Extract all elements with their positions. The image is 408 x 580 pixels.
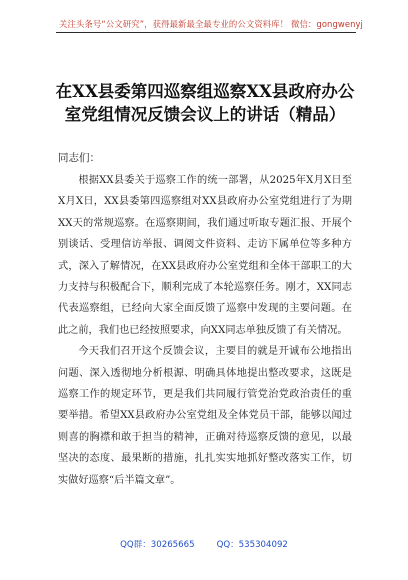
qq-group-text: QQ群：30265665: [120, 540, 195, 550]
body-paragraph: 根据XX县委关于巡察工作的统一部署，从2025年X月X日至X月X日，XX县委第四巡察组对XX县政府办公室党组进行了为期XX天的常规巡察。在巡察期间，我们通过听取专题汇报、开展个别谈话、受理信访举报、调阅文件资料、走访下属单位等多种方式，深入了解情况，在XX县政府办公室党组和全体干部职工的大力支持与积极配合下，顺利完成了本轮巡察任务。刚才，XX同志代表巡察组，已经向大家全面反馈了巡察中发现的主要问题。在此之前，我们也已经按照要求，向XX同志单独反馈了有关情况。: [58, 175, 352, 336]
qq-number-text: QQ：535304092: [216, 540, 288, 550]
footer-contact: [0, 538, 408, 550]
document-title: 在XX县委第四巡察组巡察XX县政府办公室党组情况反馈会议上的讲话（精品）: [55, 82, 355, 124]
salutation: 同志们：: [58, 152, 100, 164]
header-banner: 关注头条号“公文研究”，获得最新最全最专业的公文资料库！ 微信：gongwenyj: [59, 19, 363, 29]
document-body: [58, 170, 352, 491]
body-paragraph: 今天我们召开这个反馈会议，主要目的就是开诚布公地指出问题、深入透彻地分析根源、明确具体地提出整改要求，这既是巡察工作的规定环节，更是我们共同履行管党治党政治责任的重要举措。希望XX县政府办公室党组及全体党员干部，能够以闻过则喜的胸襟和敢于担当的精神，正确对待巡察反馈的意见，以最坚决的态度、最果断的措施，扎扎实实地抓好整改落实工作，切实做好巡察“后半篇文章”。: [58, 346, 352, 486]
header-divider: [56, 32, 356, 33]
